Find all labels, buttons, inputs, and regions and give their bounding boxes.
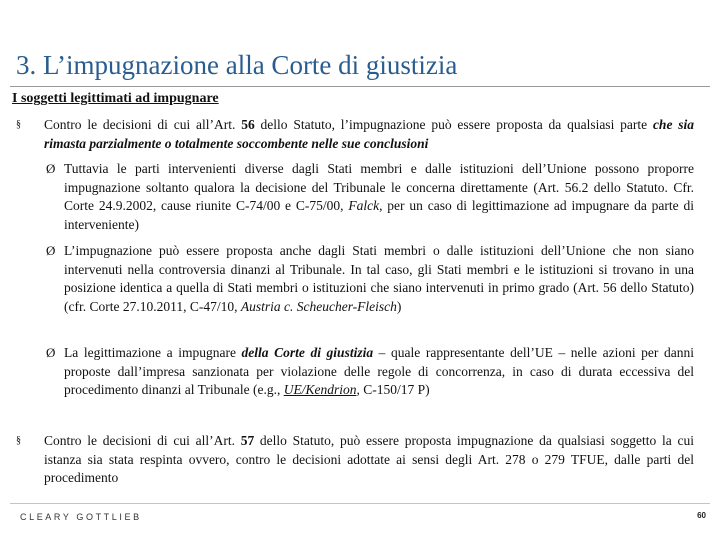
sub-bullet-court-of-justice: La legittimazione a impugnare della Corte di giustizia – quale rappresentante dell’UE – nelle azioni per danni proposte dall’impresa sanzionata per violazione delle regole di concorrenza, in caso di durata eccessiva del procedimento dinanzi al Tribunale (e.g., UE/Kendrion, C-150/17 P) xyxy=(64,345,694,397)
title-divider xyxy=(10,86,710,87)
page-number: 60 xyxy=(697,511,706,520)
arrow-bullet-icon: Ø xyxy=(46,161,56,176)
sub-bullet-intervening-parties: Tuttavia le parti intervenienti diverse dagli Stati membri e dalle istituzioni dell’Unione possono proporre impugnazione soltanto qualora la decisione del Tribunale le concerna direttamente (Art. 56.2 dello Statuto. Cfr. Corte 24.9.2002, cause riunite C-74/00 e C-75/00, Falck, per un caso di legittimazione ad impugnare da parte di interveniente) xyxy=(64,161,694,232)
footer-divider xyxy=(10,503,710,504)
bullet-paragraph-art57: Contro le decisioni di cui all’Art. 57 dello Statuto, può essere proposta impugnazione da qualsiasi soggetto la cui istanza sia stata respinta ovvero, contro le decisioni adottate ai sensi degli Art. 278 o 279 TFUE, dalle parti del procedimento xyxy=(44,433,694,485)
section-subheading: I soggetti legittimati ad impugnare xyxy=(12,91,219,106)
arrow-bullet-icon: Ø xyxy=(46,345,56,360)
sub-bullet-member-states: L’impugnazione può essere proposta anche dagli Stati membri o dalle istituzioni dell’Unione che non siano intervenuti nella controversia dinanzi al Tribunale. In tal caso, gli Stati membri e le istituzioni si trovano in una posizione identica a quella di Stati membri o istituzioni che siano intervenuti in primo grado (Art. 56 dello Statuto) (cfr. Corte 27.10.2011, C-47/10, Austria c. Scheucher-Fleisch) xyxy=(64,243,694,314)
arrow-bullet-icon: Ø xyxy=(46,243,56,258)
slide-title: 3. L’impugnazione alla Corte di giustizia xyxy=(16,50,458,80)
square-bullet-icon: § xyxy=(16,119,21,130)
bullet-paragraph-art56: Contro le decisioni di cui all’Art. 56 dello Statuto, l’impugnazione può essere proposta da qualsiasi parte che sia rimasta parzialmente o totalmente soccombente nelle sue conclusioni xyxy=(44,117,695,151)
square-bullet-icon: § xyxy=(16,435,21,446)
cleary-gottlieb-logo: CLEARY GOTTLIEB xyxy=(20,512,142,522)
